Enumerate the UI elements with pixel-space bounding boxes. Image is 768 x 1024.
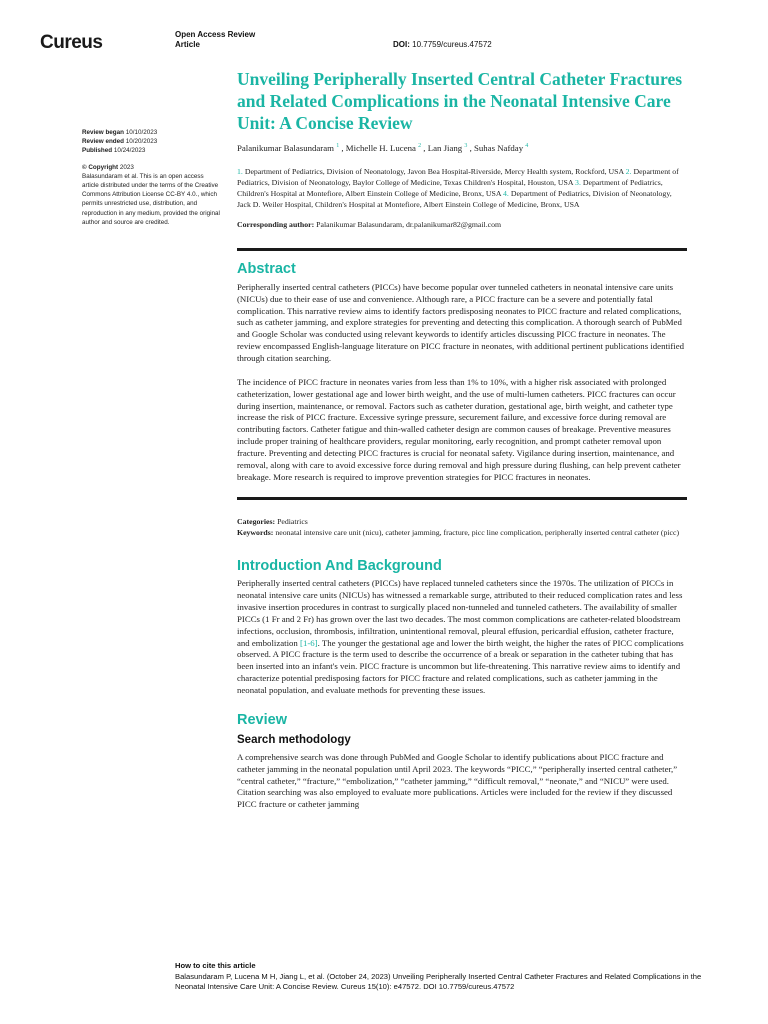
review-ended-date: 10/20/2023 — [125, 138, 158, 146]
affiliation-number: 1. — [237, 166, 243, 176]
review-began — [82, 128, 222, 137]
affiliation-number: 2. — [625, 166, 632, 176]
published-date: 10/24/2023 — [113, 147, 146, 155]
author[interactable] — [346, 143, 421, 153]
copyright-year: 2023 — [119, 163, 134, 171]
categories-label: Categories: — [237, 517, 276, 527]
author-ref[interactable]: 2 — [418, 143, 422, 149]
intro-text-a: Peripherally inserted central catheters (PICCs) have replaced tunneled catheters since the 1970s. The utilization of PICCs in neonatal intensive care units (NICUs) has witnessed a remarkable surge, attributed to their reduced complication rates and less invasive insertion procedures in contrast to surgically placed non-tunneled and tunneled catheters. The availability of smaller PICCs (1 Fr and 2 Fr) has grown over the last two decades. The most common complications are catheter-related bloodstream infections, occlusion, thrombosis, infiltration, unintentional removal, pleural effusion, pericardial effusion, catheter fracture, and embolization — [237, 578, 683, 648]
publication-sidebar — [82, 128, 222, 227]
review-began-date: 10/10/2023 — [125, 129, 158, 136]
keywords-label: Keywords: — [237, 528, 274, 538]
author-ref[interactable]: 3 — [464, 143, 468, 149]
author-name: Suhas Nafday — [473, 142, 524, 153]
affiliation-text: Department of Pediatrics, Children's Hospital at Montefiore, Albert Einstein College of Medicine, Bronx, USA — [237, 177, 663, 198]
search-methodology-heading: Search methodology — [237, 733, 351, 746]
article-main — [237, 68, 687, 811]
copyright — [82, 163, 222, 172]
review-ended-label: Review ended — [82, 138, 124, 146]
article-type — [175, 30, 255, 50]
abstract-paragraph: Peripherally inserted central catheters (PICCs) have become popular over tunneled catheters in neonatal intensive care units (NICUs) due to their ease of use and convenience. Although rare, a PICC fracture can be a severe and potentially fatal complication. This narrative review aims to identify factors predisposing neonates to PICC fracture and related complications, such as catheter jamming, and explore strategies for preventing and detecting this complication. A thorough search of PubMed and Google Scholar was conducted using relevant keywords to identify articles discussing PICC fracture in neonates. The review encompassed English-language literature on PICC fracture in neonates, with additional pertinent publications identified through citation searching. — [237, 281, 685, 363]
review-ended — [82, 137, 222, 146]
how-to-cite-heading: How to cite this article — [175, 961, 256, 970]
corresponding-label: Corresponding author: — [237, 219, 315, 229]
article-type-line1: Open Access Review — [175, 30, 256, 39]
doi-label: DOI: — [393, 40, 410, 49]
affiliation-text: Department of Pediatrics, Division of Neonatology, Javon Bea Hospital-Riverside, Mercy Health system, Rockford, USA — [244, 166, 624, 176]
doi-value[interactable]: 10.7759/cureus.47572 — [412, 40, 492, 49]
introduction-heading: Introduction And Background — [237, 558, 442, 575]
article-title: Unveiling Peripherally Inserted Central Catheter Fractures and Related Complications in the Neonatal Intensive Care Unit: A Concise Review — [237, 69, 683, 133]
published-label: Published — [82, 147, 113, 155]
how-to-cite — [175, 961, 705, 993]
affiliation-number: 4. — [503, 188, 509, 198]
affiliation-number: 3. — [575, 177, 581, 187]
author-ref[interactable]: 1 — [336, 143, 340, 149]
categories — [237, 516, 687, 527]
review-heading: Review — [237, 711, 287, 728]
published — [82, 146, 222, 155]
cureus-logo[interactable]: Cureus — [40, 32, 103, 53]
affiliations — [237, 166, 687, 210]
review-began-label: Review began — [82, 129, 124, 136]
corresponding-author — [237, 219, 687, 230]
author-name: Palanikumar Balasundaram — [237, 142, 334, 153]
search-methodology-paragraph: A comprehensive search was done through PubMed and Google Scholar to identify publications about PICC fracture and catheter jamming in the neonatal population until April 2023. The keywords “PICC,” “peripherally inserted central catheter,” “central catheter,” “fracture,” “embolization,” “catheter jamming,” “difficult removal,” “neonate,” and “NICU” were used. Citation searching was also employed to evaluate more publications. Articles were included for the review if they discussed PICC fracture or catheter jamming — [237, 751, 678, 810]
article-type-line2: Article — [175, 40, 200, 49]
categories-value[interactable]: Pediatrics — [277, 517, 308, 527]
author-name: Michelle H. Lucena — [345, 142, 416, 153]
section-divider — [237, 497, 687, 500]
license-text: Balasundaram et al. This is an open access article distributed under the terms of the Creative Commons Attribution License CC-BY 4.0., which permits unrestricted use, distribution, and reproduction in any medium, provided the original author and source are credited. — [82, 172, 220, 226]
author[interactable] — [428, 143, 468, 153]
author[interactable] — [237, 143, 339, 153]
affiliation-text: Department of Pediatrics, Division of Neonatology, Baylor College of Medicine, Texas Children's Hospital, Houston, USA — [237, 166, 679, 187]
introduction-paragraph — [237, 578, 687, 696]
author-list: Palanikumar Balasundaram $^1$ , Michelle H. Lucena $^2$ , Lan Jiang $^3$ , Suhas Nafday $^4$ — [237, 142, 529, 153]
copyright-label: © Copyright — [82, 163, 119, 171]
author[interactable] — [474, 143, 528, 153]
affiliation-text: Department of Pediatrics, Division of Neonatology, Jack D. Weiler Hospital, Children's Hospital at Montefiore, Albert Einstein College of Medicine, Bronx, USA — [237, 188, 672, 209]
author-ref[interactable]: 4 — [525, 143, 529, 149]
header-doi — [393, 40, 492, 49]
corresponding-value[interactable]: Palanikumar Balasundaram, dr.palanikumar82@gmail.com — [316, 219, 502, 229]
abstract-heading: Abstract — [237, 260, 296, 277]
citation-link[interactable]: [1-6] — [300, 637, 318, 648]
keywords — [237, 527, 687, 538]
section-divider — [237, 248, 687, 251]
article-meta — [237, 516, 687, 538]
how-to-cite-text: Balasundaram P, Lucena M H, Jiang L, et al. (October 24, 2023) Unveiling Peripherally Inserted Central Catheter Fractures and Related Complications in the Neonatal Intensive Care Unit: A Concise Review. Cureus 15(10): e47572. DOI 10.7759/cureus.47572 — [175, 971, 702, 991]
abstract-paragraph: The incidence of PICC fracture in neonates varies from less than 1% to 10%, with a higher risk associated with prolonged catheterization, lower gestational age and lower birth weight, and the use of multi-lumen catheters. PICC fractures can occur during insertion, maintenance, or removal. Factors such as catheter duration, gestational age, birth weight, and catheter type increase the risk of PICC fracture. Excessive syringe pressure, securement failure, and excessive force during removal are contributing factors. Catheter fatigue and thin-walled catheter design are common causes of breakage. Preventive measures include proper training of healthcare providers, regular monitoring, early recognition, and prompt catheter removal upon fracture. Preventing and detecting PICC fractures is crucial for neonatal safety. Vigilance during insertion, maintenance, and removal, along with care to avoid excessive force during removal and high pressure during flushing, can help prevent catheter breakage. More research is required to improve prevention strategies for PICC fractures in neonates. — [237, 376, 681, 482]
keywords-value: neonatal intensive care unit (nicu), catheter jamming, fracture, picc line complication, peripherally inserted central catheter (picc) — [275, 528, 680, 538]
author-name: Lan Jiang — [427, 142, 463, 153]
intro-text-b: . The younger the gestational age and lower the birth weight, the higher the rates of PICC complications observed. A PICC fracture is the term used to describe the occurrence of a break or separation in the catheter tubing that has been inserted into an infant's vein. PICC fracture is uncommon but life-threatening. This narrative review aims to identify and characterize potential predisposing factors for PICC fracture and related complications, such as catheter jamming in the neonatal population, and evaluate methods for preventing these issues. — [237, 637, 684, 696]
